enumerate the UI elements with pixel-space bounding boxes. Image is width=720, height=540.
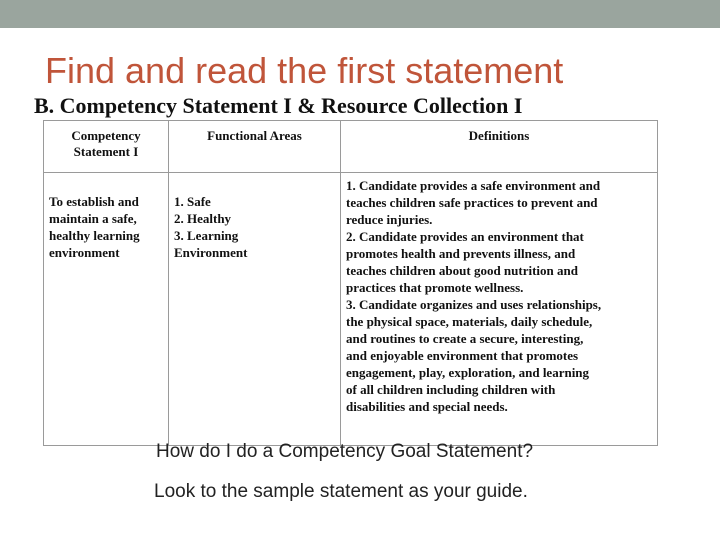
definition-line: 1. Candidate provides a safe environment and [346,178,601,193]
definition-line: teaches children safe practices to prevent and [346,195,598,210]
functional-area-line: Environment [174,245,248,260]
definition-line: and enjoyable environment that promotes [346,348,579,363]
guide-text: Look to the sample statement as your guide. [154,481,528,502]
table-header-row [44,121,658,173]
functional-areas-cell [169,173,341,446]
definition-line: 3. Candidate organizes and uses relationships, [346,297,602,312]
statement-line: environment [49,245,120,260]
top-accent-bar [0,0,720,28]
header-functional-areas: Functional Areas [169,121,341,173]
header-line: Competency [71,128,141,143]
header-competency-statement [44,121,169,173]
slide-title: Find and read the first statement [45,50,564,91]
statement-line: healthy learning [49,228,140,243]
definition-line: reduce injuries. [346,212,433,227]
definition-line: disabilities and special needs. [346,399,508,414]
functional-area-line: 2. Healthy [174,211,232,226]
header-line: Statement I [73,144,139,159]
document-heading: B. Competency Statement I & Resource Collection I [34,93,523,118]
functional-area-line: 3. Learning [174,228,239,243]
definition-line: and routines to create a secure, interesting, [346,331,584,346]
definitions-cell [341,173,658,446]
definition-line: engagement, play, exploration, and learning [346,365,590,380]
competency-question: How do I do a Competency Goal Statement? [156,441,534,462]
definition-line: teaches children about good nutrition and [346,263,578,278]
definition-line: promotes health and prevents illness, and [346,246,576,261]
definition-line: practices that promote wellness. [346,280,524,295]
header-definitions: Definitions [341,121,658,173]
definition-line: of all children including children with [346,382,556,397]
table-row [44,173,658,446]
competency-table [43,120,658,446]
functional-area-line: 1. Safe [174,194,211,209]
statement-cell [44,173,169,446]
definition-line: 2. Candidate provides an environment that [346,229,584,244]
statement-line: maintain a safe, [49,211,137,226]
definition-line: the physical space, materials, daily schedule, [346,314,593,329]
statement-line: To establish and [49,194,139,209]
